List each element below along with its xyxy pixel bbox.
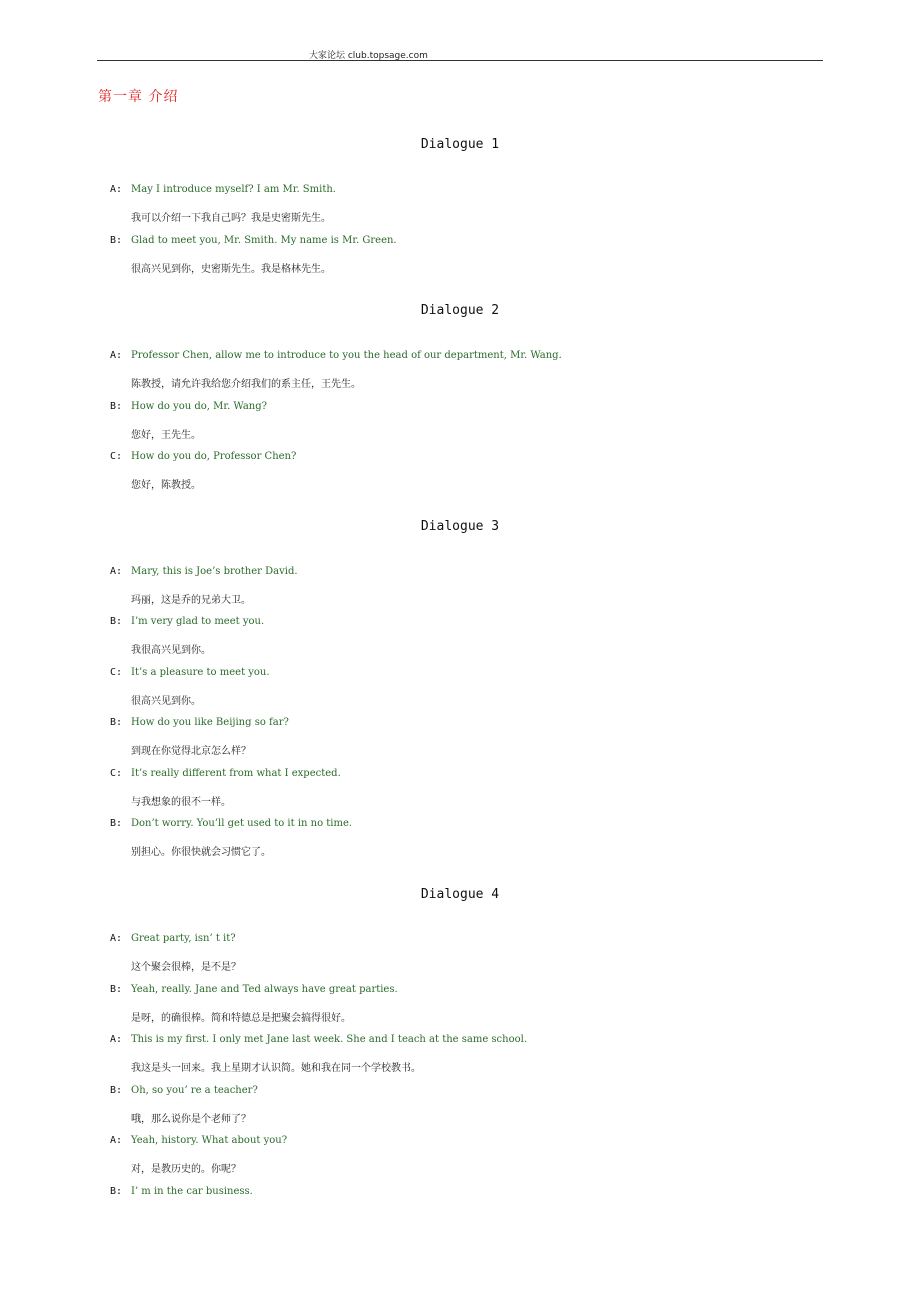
speaker-label: B: [110, 1186, 123, 1197]
speaker-label: C: [110, 451, 123, 462]
speaker-label: A: [110, 1135, 123, 1146]
english-text: How do you do, Professor Chen? [131, 451, 297, 462]
english-text: Yeah, history. What about you? [131, 1135, 288, 1146]
speaker-label: A: [110, 933, 123, 944]
chinese-translation: 很高兴见到你，史密斯先生。我是格林先生。 [131, 264, 331, 275]
speaker-label: B: [110, 616, 123, 627]
header-text: 大家论坛 club.topsage.com [309, 51, 428, 61]
speaker-label: B: [110, 717, 123, 728]
chinese-translation: 别担心。你很快就会习惯它了。 [131, 847, 271, 858]
english-text: Great party, isn’ t it? [131, 933, 236, 944]
speaker-label: A: [110, 566, 123, 577]
english-text: How do you do, Mr. Wang? [131, 401, 268, 412]
english-text: Yeah, really. Jane and Ted always have great parties. [131, 984, 398, 995]
speaker-label: C: [110, 768, 123, 779]
english-text: It’s a pleasure to meet you. [131, 667, 270, 678]
speaker-label: C: [110, 667, 123, 678]
english-text: Don’t worry. You’ll get used to it in no time. [131, 818, 353, 829]
dialogue-title: Dialogue 4 [420, 887, 500, 902]
english-text: I’ m in the car business. [131, 1186, 253, 1197]
dialogue-title: Dialogue 3 [420, 519, 500, 534]
chinese-translation: 与我想象的很不一样。 [131, 797, 231, 808]
english-text: Oh, so you’ re a teacher? [131, 1085, 258, 1096]
english-text: May I introduce myself? I am Mr. Smith. [131, 184, 336, 195]
chinese-translation: 是呀，的确很棒。简和特德总是把聚会搞得很好。 [131, 1013, 351, 1024]
speaker-label: A: [110, 184, 123, 195]
speaker-label: A: [110, 1034, 123, 1045]
chapter-title: 第一章 介绍 [98, 89, 179, 105]
page-header [97, 44, 823, 61]
english-text: Glad to meet you, Mr. Smith. My name is Mr. Green. [131, 235, 397, 246]
english-text: This is my first. I only met Jane last week. She and I teach at the same school. [131, 1034, 528, 1045]
chinese-translation: 您好，陈教授。 [131, 480, 201, 491]
dialogue-title: Dialogue 1 [420, 137, 500, 152]
dialogue-title: Dialogue 2 [420, 303, 500, 318]
english-text: Mary, this is Joe’s brother David. [131, 566, 298, 577]
speaker-label: B: [110, 401, 123, 412]
speaker-label: B: [110, 235, 123, 246]
chinese-translation: 我可以介绍一下我自己吗？我是史密斯先生。 [131, 213, 331, 224]
speaker-label: B: [110, 818, 123, 829]
chinese-translation: 玛丽，这是乔的兄弟大卫。 [131, 595, 251, 606]
chinese-translation: 很高兴见到你。 [131, 696, 201, 707]
chinese-translation: 对，是教历史的。你呢？ [131, 1164, 241, 1175]
chinese-translation: 陈教授，请允许我给您介绍我们的系主任，王先生。 [131, 379, 361, 390]
english-text: It’s really different from what I expected. [131, 768, 341, 779]
chinese-translation: 您好，王先生。 [131, 430, 201, 441]
english-text: Professor Chen, allow me to introduce to you the head of our department, Mr. Wang. [131, 350, 562, 361]
speaker-label: B: [110, 984, 123, 995]
english-text: I’m very glad to meet you. [131, 616, 265, 627]
chinese-translation: 我很高兴见到你。 [131, 645, 211, 656]
speaker-label: A: [110, 350, 123, 361]
chinese-translation: 我这是头一回来。我上星期才认识简。她和我在同一个学校教书。 [131, 1063, 421, 1074]
chinese-translation: 这个聚会很棒，是不是？ [131, 962, 241, 973]
chinese-translation: 到现在你觉得北京怎么样？ [131, 746, 251, 757]
chinese-translation: 哦，那么说你是个老师了？ [131, 1114, 251, 1125]
speaker-label: B: [110, 1085, 123, 1096]
english-text: How do you like Beijing so far? [131, 717, 289, 728]
